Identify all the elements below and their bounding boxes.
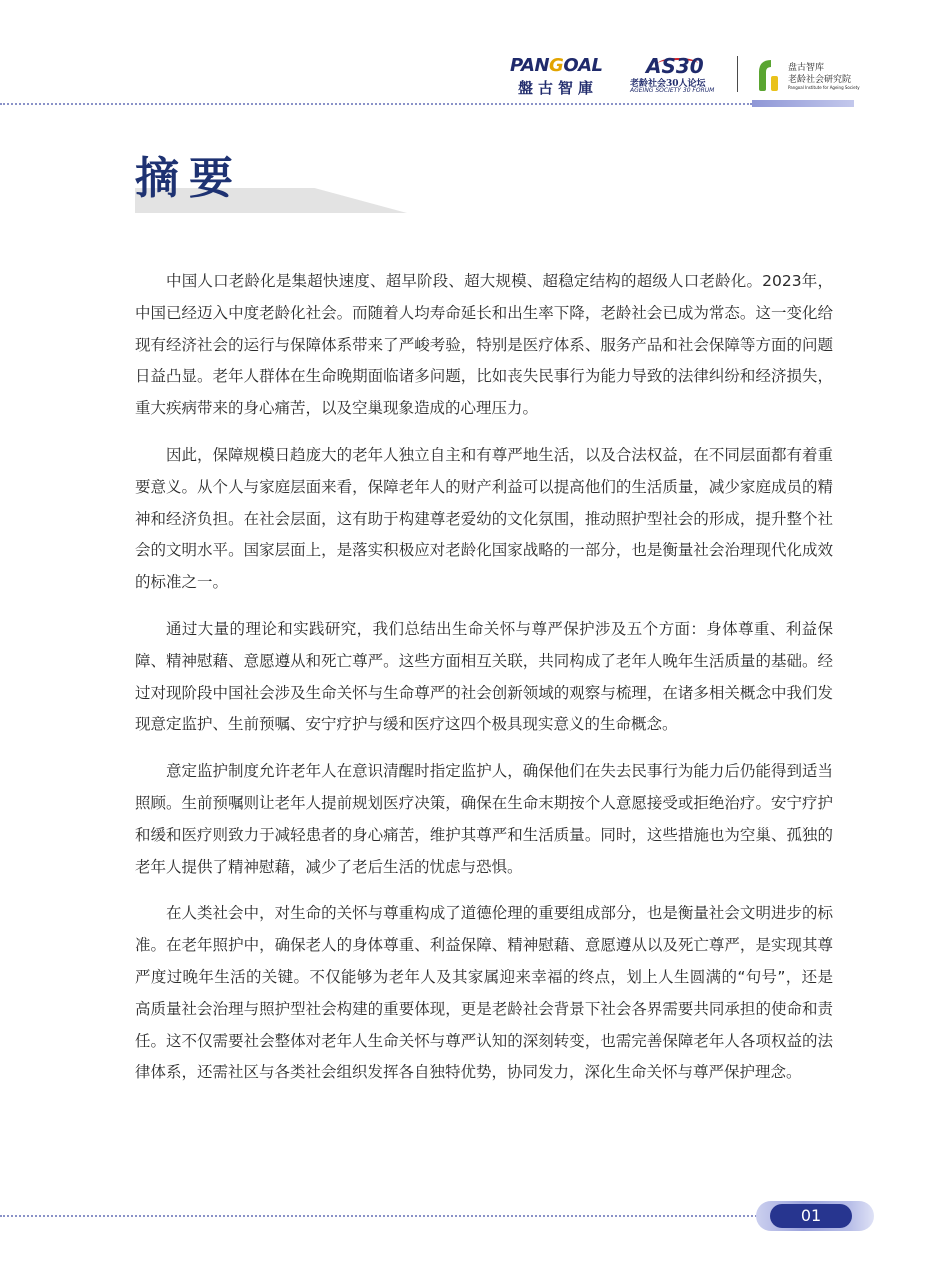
paragraph-5: 在人类社会中，对生命的关怀与尊重构成了道德伦理的重要组成部分，也是衡量社会文明进步的标准。在老年照护中，确保老人的身体尊重、利益保障、精神慰藉、意愿遵从以及死亡尊严，是实现其尊严度过晚年生活的关键。不仅能够为老年人及其家属迎来幸福的终点，划上人生圆满的“句号”，还是高质量社会治理与照护型社会构建的重要体现，更是老龄社会背景下社会各界需要共同承担的使命和责任。这不仅需要社会整体对老年人生命关怀与尊严认知的深刻转变，也需完善保障老年人各项权益的法律体系，还需社区与各类社会组织发挥各自独特优势，协同发力，深化生命关怀与尊严保护理念。 bbox=[135, 904, 833, 1082]
logo-divider bbox=[737, 56, 738, 92]
paragraph-4: 意定监护制度允许老年人在意识清醒时指定监护人，确保他们在失去民事行为能力后仍能得到适当照顾。生前预嘱则让老年人提前规划医疗决策，确保在生命末期按个人意愿接受或拒绝治疗。安宁疗护和缓和医疗则致力于减轻患者的身心痛苦，维护其尊严和生活质量。同时，这些措施也为空巢、孤独的老年人提供了精神慰藉，减少了老后生活的忧虑与恐惧。 bbox=[135, 762, 833, 876]
footer-dotted-rule bbox=[0, 1215, 760, 1217]
as30-logo-chinese: 老龄社会30人论坛 bbox=[630, 79, 706, 89]
page-number-badge bbox=[756, 1201, 876, 1231]
pangoal-logo bbox=[510, 55, 608, 97]
pangoal-logo-chinese: 盤古智庫 bbox=[518, 79, 599, 97]
paragraph-3: 通过大量的理论和实践研究，我们总结出生命关怀与尊严保护涉及五个方面：身体尊重、利益保障、精神慰藉、意愿遵从和死亡尊严。这些方面相互关联，共同构成了老年人晚年生活质量的基础。经过对现阶段中国社会涉及生命关怀与生命尊严的社会创新领域的观察与梳理，在诸多相关概念中我们发现意定监护、生前预嘱、安宁疗护与缓和医疗这四个极具现实意义的生命概念。 bbox=[135, 619, 833, 734]
institute-name-line2: 老龄社会研究院 bbox=[788, 75, 852, 85]
page-title: 摘要 bbox=[135, 153, 243, 204]
header-dotted-rule bbox=[0, 103, 752, 105]
institute-mark-icon bbox=[758, 58, 782, 92]
pangoal-logo-wordmark: PANGOAL bbox=[510, 55, 603, 76]
paragraph-2: 因此，保障规模日趋庞大的老年人独立自主和有尊严地生活，以及合法权益，在不同层面都有着重要意义。从个人与家庭层面来看，保障老年人的财产利益可以提高他们的生活质量，减少家庭成员的精神和经济负担。在社会层面，这有助于构建尊老爱幼的文化氛围，推动照护型社会的形成，提升整个社会的文明水平。国家层面上，是落实积极应对老龄化国家战略的一部分，也是衡量社会治理现代化成效的标准之一。 bbox=[135, 445, 833, 592]
institute-logo bbox=[758, 58, 858, 94]
as30-logo-wordmark: AS30 bbox=[646, 54, 704, 78]
header-accent-bar bbox=[752, 100, 854, 107]
institute-name-line1: 盘古智库 bbox=[788, 63, 825, 73]
paragraph-1: 中国人口老龄化是集超快速度、超早阶段、超大规模、超稳定结构的超级人口老龄化。2023年，中国已经迈入中度老龄化社会。而随着人均寿命延长和出生率下降，老龄社会已成为常态。这一变化给现有经济社会的运行与保障体系带来了严峻考验，特别是医疗体系、服务产品和社会保障等方面的问题日益凸显。老年人群体在生命晚期面临诸多问题，比如丧失民事行为能力导致的法律纠纷和经济损失，重大疾病带来的身心痛苦，以及空巢现象造成的心理压力。 bbox=[135, 272, 833, 418]
abstract-body bbox=[135, 266, 833, 1104]
as30-logo-english: AGEING SOCIETY 30 FORUM bbox=[630, 87, 715, 94]
page-number: 01 bbox=[800, 1206, 822, 1225]
as30-forum-logo bbox=[628, 54, 720, 96]
institute-name-english: Pangoal Institute for Ageing Society bbox=[788, 85, 860, 90]
